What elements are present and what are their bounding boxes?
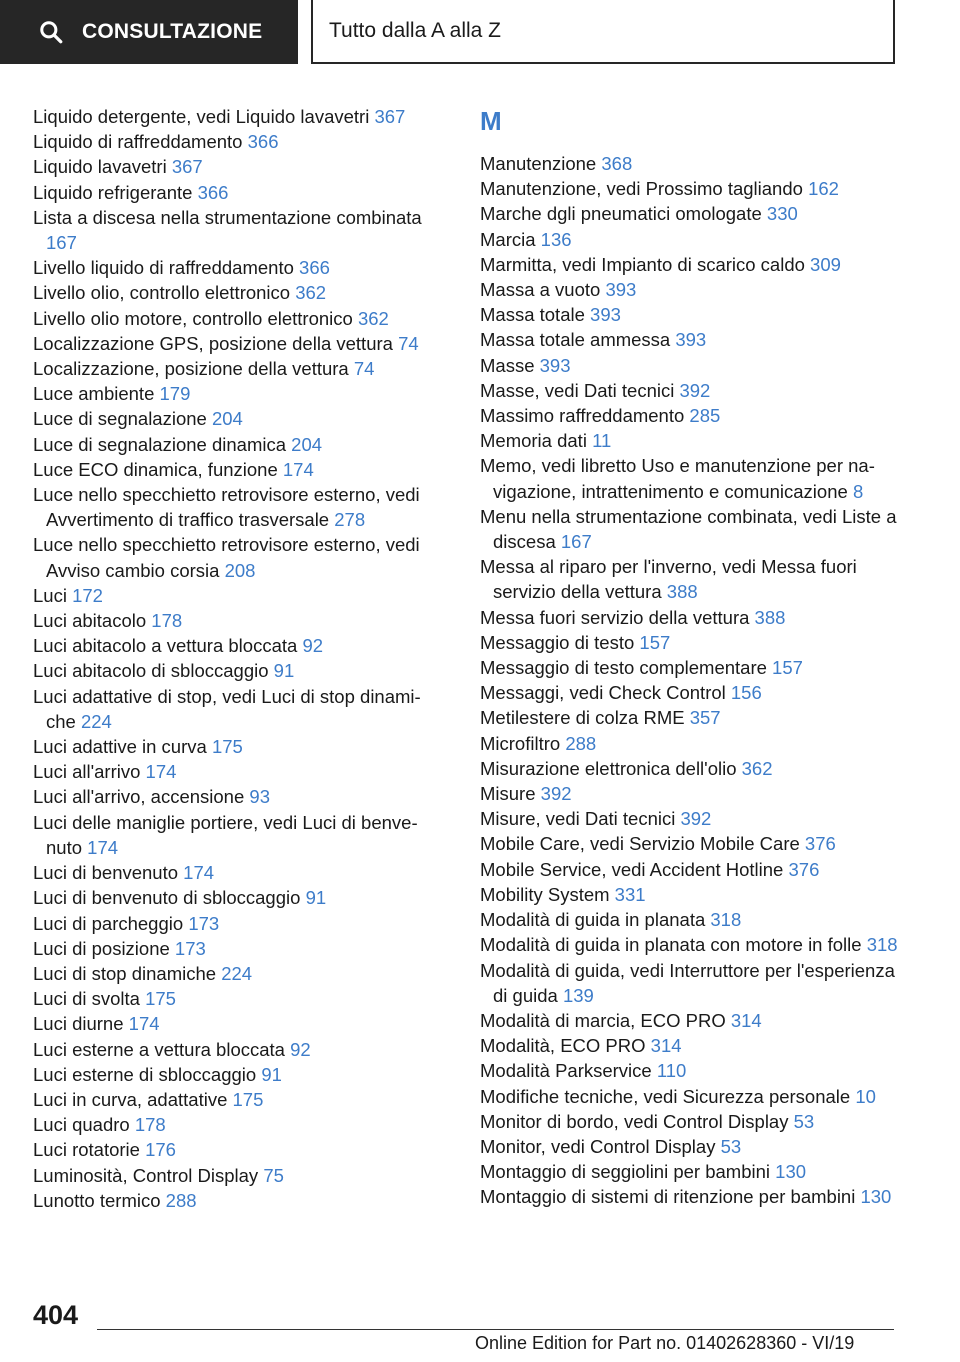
page-link[interactable]: 175 bbox=[211, 736, 243, 758]
page-link[interactable]: 172 bbox=[72, 584, 103, 606]
index-entry bbox=[33, 1062, 438, 1087]
index-entry bbox=[480, 403, 905, 428]
entry-text: Localizzazione GPS, posizione della vettura bbox=[33, 332, 393, 354]
page-link[interactable]: 366 bbox=[197, 181, 229, 203]
index-entry bbox=[33, 406, 438, 431]
entry-text: Luci adattative di stop, vedi Luci di stop dinamiche bbox=[33, 685, 421, 732]
index-entry bbox=[480, 151, 905, 176]
index-entry bbox=[480, 277, 905, 302]
index-entry bbox=[33, 784, 438, 809]
page-link[interactable]: 204 bbox=[211, 408, 243, 430]
index-entry bbox=[480, 705, 905, 730]
entry-text: Lunotto termico bbox=[33, 1189, 161, 1211]
chapter-title-tab[interactable] bbox=[311, 0, 895, 64]
page-link[interactable]: 357 bbox=[689, 707, 721, 729]
index-entry bbox=[33, 255, 438, 280]
entry-text: Luci diurne bbox=[33, 1013, 124, 1035]
page-link[interactable]: 130 bbox=[775, 1161, 807, 1183]
entry-text: Liquido detergente, vedi Liquido lavavetri bbox=[33, 106, 370, 127]
page-link[interactable]: 367 bbox=[374, 106, 406, 127]
index-entry bbox=[33, 306, 438, 331]
page-link[interactable]: 74 bbox=[353, 358, 375, 380]
index-column-left bbox=[33, 104, 438, 1213]
page-link[interactable]: 314 bbox=[650, 1035, 682, 1057]
page-link[interactable]: 157 bbox=[639, 631, 671, 653]
page-link[interactable]: 91 bbox=[261, 1063, 282, 1085]
entry-text: Monitor, vedi Control Display bbox=[480, 1135, 716, 1157]
index-entry bbox=[480, 327, 905, 352]
page-link[interactable]: 11 bbox=[592, 430, 612, 452]
page-link[interactable]: 174 bbox=[87, 836, 119, 858]
page-link[interactable]: 392 bbox=[679, 379, 711, 401]
consultazione-tab[interactable] bbox=[0, 0, 298, 64]
page-link[interactable]: 330 bbox=[766, 203, 798, 225]
page-link[interactable]: 136 bbox=[540, 228, 572, 250]
index-entry bbox=[480, 831, 905, 856]
index-entry bbox=[480, 428, 905, 453]
entry-text: Luci rotatorie bbox=[33, 1139, 140, 1161]
page-link[interactable]: 179 bbox=[159, 383, 191, 405]
entry-text: Luci di benvenuto bbox=[33, 862, 179, 884]
page-link[interactable]: 362 bbox=[295, 282, 327, 304]
entry-text: Luci di svolta bbox=[33, 988, 140, 1010]
entry-text: Luce di segnalazione bbox=[33, 408, 207, 430]
index-entry bbox=[480, 227, 905, 252]
page-link[interactable]: 224 bbox=[221, 962, 253, 984]
index-entry bbox=[33, 1112, 438, 1137]
top-bar bbox=[0, 0, 960, 66]
entry-text: Manutenzione, vedi Prossimo tagliando bbox=[480, 178, 803, 200]
page-link[interactable]: 288 bbox=[565, 732, 597, 754]
page-link[interactable]: 392 bbox=[680, 808, 712, 830]
entry-text: Masse, vedi Dati tecnici bbox=[480, 379, 675, 401]
page-link[interactable]: 167 bbox=[560, 531, 592, 553]
page-link[interactable]: 174 bbox=[282, 458, 314, 480]
index-entry bbox=[480, 1033, 905, 1058]
entry-text: Luminosità, Control Display bbox=[33, 1164, 259, 1186]
entry-text: Massa totale ammessa bbox=[480, 329, 671, 351]
index-entries-m bbox=[480, 151, 905, 1210]
entry-text: Misurazione elettronica dell'olio bbox=[480, 757, 737, 779]
page-link[interactable]: 366 bbox=[299, 257, 330, 279]
entry-text: Microfiltro bbox=[480, 732, 561, 754]
page-link[interactable]: 173 bbox=[174, 937, 206, 959]
entry-text: Localizzazione, posizione della vettura bbox=[33, 358, 349, 380]
entry-text: Modalità, ECO PRO bbox=[480, 1035, 646, 1057]
index-entry bbox=[33, 482, 438, 532]
page-link[interactable]: 224 bbox=[80, 710, 112, 732]
index-entry bbox=[480, 731, 905, 756]
entry-text: Luci all'arrivo bbox=[33, 761, 141, 783]
entry-text: Mobile Service, vedi Accident Hotline bbox=[480, 858, 784, 880]
index-entry bbox=[480, 806, 905, 831]
page-link[interactable]: 331 bbox=[614, 883, 646, 905]
entry-text: Misure bbox=[480, 783, 536, 805]
entry-text: Modalità di guida in planata con motore in folle bbox=[480, 934, 862, 956]
entry-text: Luci di parcheggio bbox=[33, 912, 184, 934]
entry-text: Mobility System bbox=[480, 883, 610, 905]
page-link[interactable]: 93 bbox=[249, 786, 270, 808]
entry-text: Livello olio motore, controllo elettronico bbox=[33, 307, 353, 329]
page-link[interactable]: 74 bbox=[398, 332, 419, 354]
consultazione-label: CONSULTAZIONE bbox=[82, 20, 263, 43]
entry-text: Liquido lavavetri bbox=[33, 156, 167, 178]
entry-text: Mobile Care, vedi Servizio Mobile Care bbox=[480, 833, 800, 855]
index-entry bbox=[480, 302, 905, 327]
index-entry bbox=[33, 381, 438, 406]
index-entry bbox=[33, 1087, 438, 1112]
entry-text: Montaggio di sistemi di ritenzione per bambini bbox=[480, 1186, 856, 1208]
index-entry bbox=[33, 936, 438, 961]
entry-text: Metilestere di colza RME bbox=[480, 707, 685, 729]
page-link[interactable]: 362 bbox=[741, 757, 773, 779]
entry-text: Modalità Parkservice bbox=[480, 1060, 652, 1082]
index-entry bbox=[33, 104, 438, 129]
index-entry bbox=[480, 1109, 905, 1134]
entry-text: Montaggio di seggiolini per bambini bbox=[480, 1161, 771, 1183]
page-link[interactable]: 174 bbox=[128, 1013, 160, 1035]
search-icon bbox=[38, 19, 64, 45]
entry-text: Massa totale bbox=[480, 304, 585, 326]
entry-text: Memoria dati bbox=[480, 430, 587, 452]
index-entry bbox=[480, 605, 905, 630]
page-link[interactable]: 388 bbox=[666, 581, 698, 603]
entry-text: Manutenzione bbox=[480, 153, 597, 174]
page-link[interactable]: 393 bbox=[539, 354, 571, 376]
index-entry bbox=[480, 1058, 905, 1083]
index-entry bbox=[33, 810, 438, 860]
index-entry bbox=[33, 180, 438, 205]
page-link[interactable]: 376 bbox=[804, 833, 836, 855]
index-entry bbox=[480, 756, 905, 781]
page-link[interactable]: 309 bbox=[810, 253, 841, 275]
entry-text: Luci in curva, adattative bbox=[33, 1088, 228, 1110]
index-entry bbox=[33, 356, 438, 381]
index-entry bbox=[480, 781, 905, 806]
page-link[interactable]: 139 bbox=[562, 984, 594, 1006]
edition-note: Online Edition for Part no. 01402628360 - VI/19 bbox=[475, 1333, 855, 1353]
page-link[interactable]: 278 bbox=[334, 509, 366, 531]
page-link[interactable]: 173 bbox=[188, 912, 220, 934]
page-link[interactable]: 167 bbox=[46, 232, 77, 254]
entry-text: Marmitta, vedi Impianto di scarico caldo bbox=[480, 253, 805, 275]
index-entry bbox=[480, 1184, 905, 1209]
page-link[interactable]: 178 bbox=[151, 610, 183, 632]
entry-text: Luce di segnalazione dinamica bbox=[33, 433, 287, 455]
entry-text: Luce ambiente bbox=[33, 383, 155, 405]
index-entry bbox=[480, 554, 905, 604]
page-link[interactable]: 157 bbox=[772, 657, 803, 679]
entry-text: Luci bbox=[33, 584, 67, 606]
index-entry bbox=[33, 860, 438, 885]
entry-text: Modalità di guida, vedi Interruttore per l'esperienza di guida bbox=[480, 959, 895, 1006]
entry-text: Lista a discesa nella strumentazione combinata bbox=[33, 206, 422, 228]
page-link[interactable]: 91 bbox=[305, 887, 327, 909]
entry-text: Luce ECO dinamica, funzione bbox=[33, 458, 278, 480]
page-link[interactable]: 388 bbox=[754, 606, 786, 628]
index-entry bbox=[480, 958, 905, 1008]
index-entry bbox=[480, 378, 905, 403]
index-entry bbox=[33, 129, 438, 154]
page-link[interactable]: 110 bbox=[656, 1060, 687, 1082]
page-link[interactable]: 10 bbox=[855, 1085, 876, 1107]
index-entry bbox=[480, 453, 905, 503]
index-entry bbox=[33, 331, 438, 356]
page-link[interactable]: 75 bbox=[263, 1164, 284, 1186]
index-entry bbox=[33, 633, 438, 658]
index-entry bbox=[33, 154, 438, 179]
page-link[interactable]: 176 bbox=[145, 1139, 176, 1161]
index-entry bbox=[33, 734, 438, 759]
index-entry bbox=[480, 353, 905, 378]
page-link[interactable]: 318 bbox=[710, 909, 742, 931]
page-link[interactable]: 208 bbox=[224, 559, 256, 581]
index-entry bbox=[480, 932, 905, 957]
entry-text: Messa fuori servizio della vettura bbox=[480, 606, 750, 628]
page-link[interactable]: 53 bbox=[720, 1135, 742, 1157]
index-entry bbox=[480, 1159, 905, 1184]
index-entry bbox=[33, 684, 438, 734]
entry-text: Luci di benvenuto di sbloccaggio bbox=[33, 887, 301, 909]
page-link[interactable]: 174 bbox=[145, 761, 177, 783]
entry-text: Monitor di bordo, vedi Control Display bbox=[480, 1110, 789, 1132]
page-link[interactable]: 366 bbox=[247, 131, 279, 153]
page-link[interactable]: 174 bbox=[183, 862, 215, 884]
index-entry bbox=[480, 1134, 905, 1159]
page-link[interactable]: 53 bbox=[793, 1110, 815, 1132]
entry-text: Modifiche tecniche, vedi Sicurezza personale bbox=[480, 1085, 851, 1107]
page-link[interactable]: 156 bbox=[730, 682, 762, 704]
page-link[interactable]: 314 bbox=[730, 1009, 762, 1031]
index-entry bbox=[33, 532, 438, 582]
index-letter-heading: M bbox=[480, 106, 502, 136]
index-entry bbox=[33, 583, 438, 608]
entry-text: Luci abitacolo a vettura bloccata bbox=[33, 635, 298, 657]
page-link[interactable]: 367 bbox=[171, 156, 203, 178]
entry-text: Memo, vedi libretto Uso e manutenzione per navigazione, intrattenimento e comunicazione bbox=[480, 455, 875, 502]
entry-text: Luce nello specchietto retrovisore esterno, vedi Avvertimento di traffico trasversale bbox=[33, 484, 420, 531]
entry-text: Luci di posizione bbox=[33, 937, 170, 959]
page-link[interactable]: 175 bbox=[145, 988, 176, 1010]
page-link[interactable]: 318 bbox=[866, 934, 898, 956]
index-entry bbox=[480, 504, 905, 554]
index-entry bbox=[33, 432, 438, 457]
entry-text: Messaggio di testo bbox=[480, 631, 635, 653]
page-link[interactable]: 368 bbox=[601, 153, 633, 174]
index-entry bbox=[480, 907, 905, 932]
entry-text: Luci esterne a vettura bloccata bbox=[33, 1038, 285, 1060]
page-link[interactable]: 392 bbox=[540, 783, 572, 805]
entry-text: Menu nella strumentazione combinata, vedi Liste a discesa bbox=[480, 505, 897, 553]
entry-text: Messaggi, vedi Check Control bbox=[480, 682, 726, 704]
index-entry bbox=[33, 1188, 438, 1213]
index-entry bbox=[33, 911, 438, 936]
page-link[interactable]: 393 bbox=[590, 304, 621, 326]
index-entry bbox=[33, 658, 438, 683]
index-entry bbox=[480, 252, 905, 277]
entry-text: Liquido di raffreddamento bbox=[33, 131, 243, 153]
page-link[interactable]: 288 bbox=[165, 1189, 197, 1211]
index-entry bbox=[33, 961, 438, 986]
entry-text: Livello olio, controllo elettronico bbox=[33, 282, 291, 304]
entry-text: Marche dgli pneumatici omologate bbox=[480, 203, 762, 225]
index-entry bbox=[480, 1084, 905, 1109]
entry-text: Messa al riparo per l'inverno, vedi Messa fuori servizio della vettura bbox=[480, 556, 857, 603]
entry-text: Luce nello specchietto retrovisore esterno, vedi Avviso cambio corsia bbox=[33, 534, 420, 581]
entry-text: Massa a vuoto bbox=[480, 279, 601, 301]
page-link[interactable]: 91 bbox=[273, 660, 295, 682]
page-link[interactable]: 162 bbox=[808, 178, 839, 200]
index-entry bbox=[480, 882, 905, 907]
entry-text: Luci abitacolo bbox=[33, 610, 147, 632]
index-entry bbox=[33, 205, 438, 255]
index-entry bbox=[480, 176, 905, 201]
page-link[interactable]: 175 bbox=[232, 1088, 264, 1110]
page-link[interactable]: 393 bbox=[605, 279, 637, 301]
entry-text: Luci adattive in curva bbox=[33, 736, 207, 758]
page-link[interactable]: 178 bbox=[134, 1114, 166, 1136]
entry-text: Messaggio di testo complementare bbox=[480, 657, 767, 679]
entry-text: Liquido refrigerante bbox=[33, 181, 193, 203]
index-entry bbox=[33, 1011, 438, 1036]
page-link[interactable]: 376 bbox=[788, 858, 820, 880]
index-entry bbox=[33, 608, 438, 633]
index-entry bbox=[33, 1037, 438, 1062]
entry-text: Luci abitacolo di sbloccaggio bbox=[33, 660, 269, 682]
page-number: 404 bbox=[33, 1300, 79, 1330]
page-link[interactable]: 92 bbox=[290, 1038, 311, 1060]
page-link[interactable]: 393 bbox=[675, 329, 707, 351]
index-entry bbox=[33, 280, 438, 305]
chapter-title: Tutto dalla A alla Z bbox=[329, 19, 501, 42]
page-link[interactable]: 8 bbox=[852, 480, 864, 502]
index-entry bbox=[480, 655, 905, 680]
entry-text: Misure, vedi Dati tecnici bbox=[480, 808, 676, 830]
entry-text: Luci quadro bbox=[33, 1114, 130, 1136]
index-entry bbox=[33, 759, 438, 784]
index-entry bbox=[33, 457, 438, 482]
entry-text: Modalità di guida in planata bbox=[480, 909, 706, 931]
entry-text: Luci all'arrivo, accensione bbox=[33, 786, 245, 808]
index-entry bbox=[33, 885, 438, 910]
index-entry bbox=[480, 630, 905, 655]
entry-text: Livello liquido di raffreddamento bbox=[33, 257, 294, 279]
footer-divider bbox=[97, 1329, 894, 1330]
index-entry bbox=[480, 1008, 905, 1033]
entry-text: Masse bbox=[480, 354, 535, 376]
index-entry bbox=[480, 680, 905, 705]
page-link[interactable]: 130 bbox=[860, 1186, 892, 1208]
entry-text: Marcia bbox=[480, 228, 536, 250]
page-link[interactable]: 285 bbox=[689, 405, 721, 427]
page-link[interactable]: 92 bbox=[302, 635, 324, 657]
index-entry bbox=[480, 857, 905, 882]
entry-text: Luci di stop dinamiche bbox=[33, 962, 217, 984]
index-entry bbox=[480, 201, 905, 226]
entry-text: Luci esterne di sbloccaggio bbox=[33, 1063, 257, 1085]
index-entry bbox=[33, 986, 438, 1011]
index-entry bbox=[33, 1163, 438, 1188]
entry-text: Modalità di marcia, ECO PRO bbox=[480, 1009, 726, 1031]
entry-text: Massimo raffreddamento bbox=[480, 405, 685, 427]
index-entry bbox=[33, 1137, 438, 1162]
index-column-right bbox=[480, 104, 905, 1210]
page-link[interactable]: 204 bbox=[291, 433, 323, 455]
page-link[interactable]: 362 bbox=[357, 307, 389, 329]
entry-text: Luci delle maniglie portiere, vedi Luci di benvenuto bbox=[33, 811, 418, 858]
